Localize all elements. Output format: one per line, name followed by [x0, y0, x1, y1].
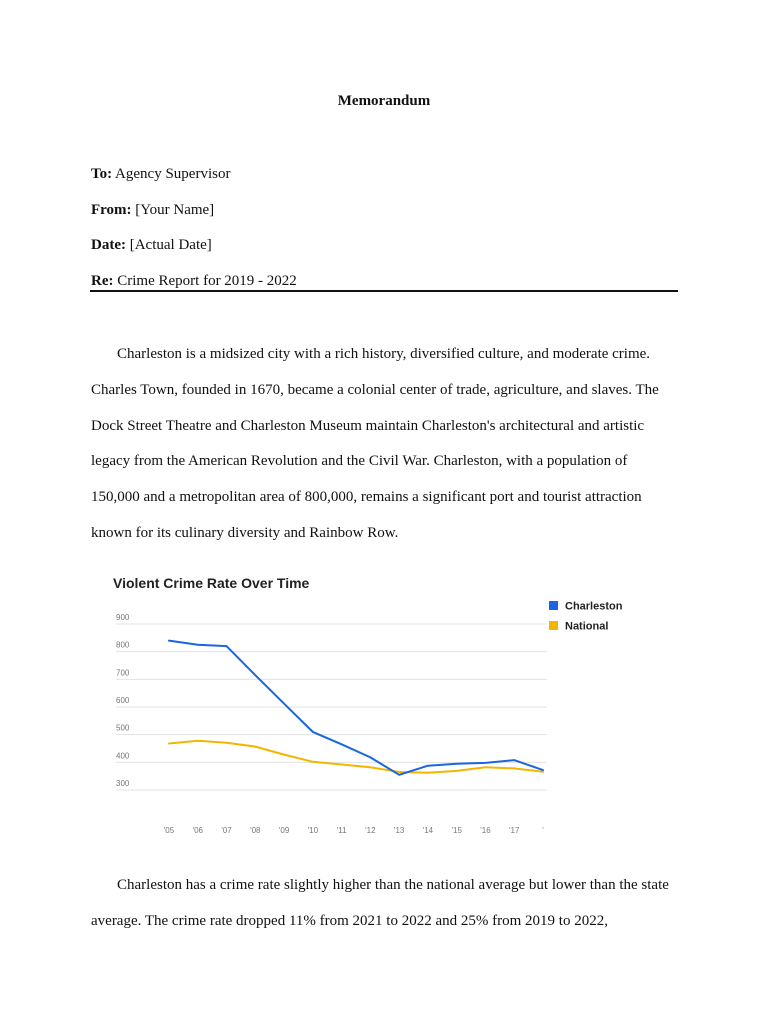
y-tick-label: 700 — [116, 668, 130, 678]
memo-from-line — [91, 201, 214, 219]
memo-to-label: To: — [91, 166, 113, 182]
header-divider — [90, 290, 678, 292]
violent-crime-chart — [110, 567, 640, 847]
memo-from-label: From: — [91, 202, 132, 218]
x-tick-label: '07 — [221, 826, 232, 835]
x-tick-label: '14 — [422, 826, 434, 835]
x-tick-label: '15 — [451, 826, 462, 835]
memo-title: Memorandum — [337, 93, 431, 109]
legend-swatch-national — [549, 621, 558, 630]
x-tick-label: '11 — [336, 826, 347, 835]
paragraph-intro — [91, 337, 683, 552]
memo-to-line — [91, 165, 230, 183]
x-tick-label: '09 — [278, 826, 290, 835]
legend-swatch-charleston — [549, 601, 558, 610]
y-tick-label: 400 — [116, 751, 130, 761]
y-tick-label: 500 — [116, 723, 130, 733]
y-tick-label: 600 — [116, 696, 130, 705]
y-tick-label: 800 — [116, 640, 130, 650]
chart-title: Violent Crime Rate Over Time — [113, 575, 310, 591]
legend-label-national: National — [565, 620, 609, 633]
memo-to-value: Agency Supervisor — [112, 166, 231, 182]
legend-label-charleston: Charleston — [565, 600, 623, 613]
memo-date-line — [91, 236, 212, 254]
x-tick-label: '10 — [307, 826, 319, 835]
memo-date-label: Date: — [91, 237, 126, 253]
memo-date-value: [Actual Date] — [125, 237, 212, 253]
paragraph-line: average. The crime rate dropped 11% from 2021 to 2022 and 25% from 2019 to 2022, — [91, 912, 608, 929]
paragraph-line: legacy from the American Revolution and the Civil War. Charleston, with a population of — [91, 453, 628, 470]
x-tick-label: '05 — [163, 826, 175, 835]
series-line-charleston — [169, 641, 543, 775]
paragraph-line: known for its culinary diversity and Rainbow Row. — [91, 524, 399, 541]
paragraph-line: Dock Street Theatre and Charleston Museum maintain Charleston's architectural and artistic — [91, 417, 645, 434]
memo-from-value: [Your Name] — [131, 202, 215, 218]
x-tick-label: '13 — [393, 826, 405, 835]
x-tick-label: '16 — [480, 826, 491, 835]
series-line-national — [169, 741, 543, 773]
paragraph-crime-rate — [91, 868, 683, 940]
x-tick-label: '17 — [509, 826, 520, 835]
y-tick-label: 300 — [116, 779, 130, 788]
paragraph-line: 150,000 and a metropolitan area of 800,000, remains a significant port and tourist attraction — [91, 489, 642, 506]
paragraph-line: Charles Town, founded in 1670, became a colonial center of trade, agriculture, and slaves. The — [91, 381, 659, 398]
x-tick-label: '08 — [250, 826, 261, 835]
paragraph-line: Charleston has a crime rate slightly higher than the national average but lower than the state — [117, 877, 669, 893]
memo-re-value: Crime Report for 2019 - 2022 — [113, 273, 297, 289]
y-tick-label: 900 — [116, 613, 130, 622]
x-tick-label: ' — [542, 826, 544, 835]
memo-re-label: Re: — [91, 273, 114, 289]
memo-re-line — [91, 272, 297, 290]
x-tick-label: '06 — [192, 826, 203, 835]
paragraph-line: Charleston is a midsized city with a rich history, diversified culture, and moderate crime. — [117, 346, 651, 362]
x-tick-label: '12 — [365, 826, 376, 835]
